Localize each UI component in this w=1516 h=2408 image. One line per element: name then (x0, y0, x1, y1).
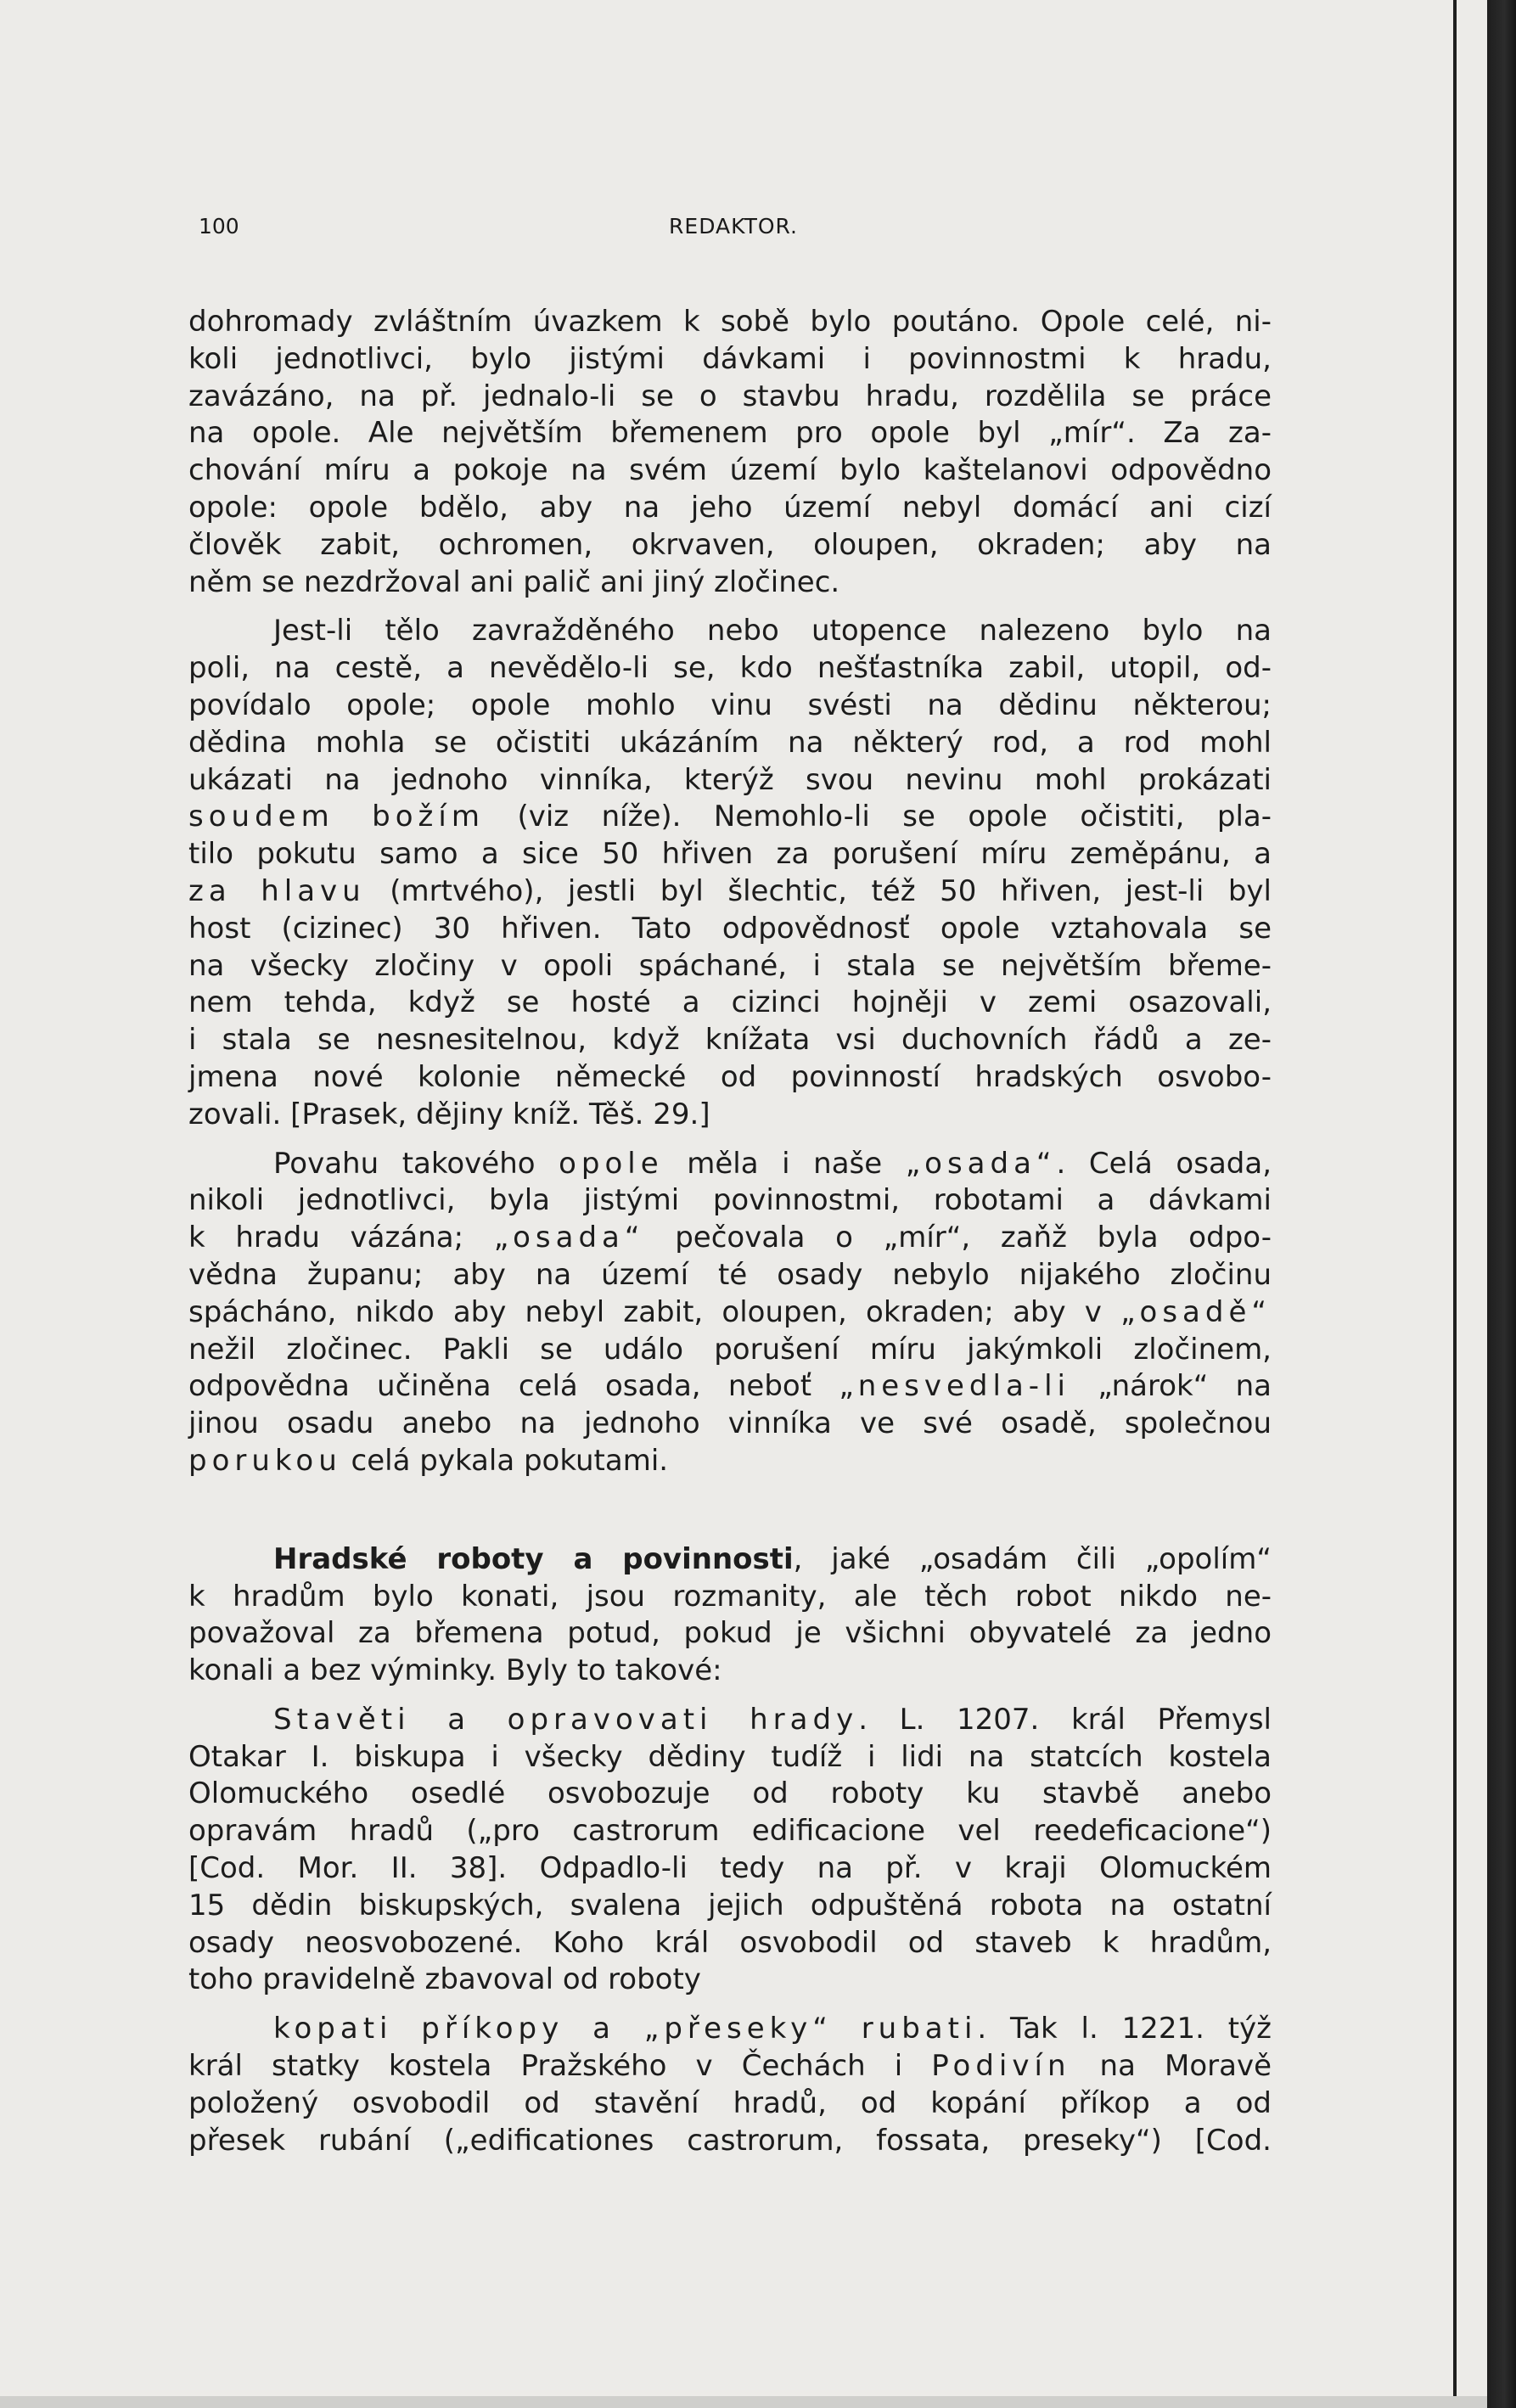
text-line: zavázáno, na př. jednalo-li se o stavbu hradu, rozdělila se práce (188, 379, 1272, 413)
text-line (188, 873, 1272, 911)
text-line (188, 2048, 1272, 2085)
text-line: nežil zločinec. Pakli se událo porušení míru jakýmkoli zločinem, (188, 1332, 1272, 1367)
text-line: na všecky zločiny v opoli spáchané, i stala se největším břeme- (188, 948, 1272, 983)
paragraph-6 (188, 2011, 1272, 2159)
scan-border (1487, 0, 1516, 2408)
text-line (188, 1443, 1272, 1480)
text-line: host (cizinec) 30 hřiven. Tato odpovědnosť opole vztahovala se (188, 911, 1272, 946)
text-line: člověk zabit, ochromen, okrvaven, oloupen, okraden; aby na (188, 527, 1272, 562)
text-line (188, 799, 1272, 836)
paragraph-3 (188, 1146, 1272, 1480)
paragraph-5 (188, 1702, 1272, 1999)
paragraph-4 (188, 1541, 1272, 1690)
text-line: ukázati na jednoho vinníka, kterýž svou nevinu mohl prokázati (188, 762, 1272, 797)
text-line: opole: opole bdělo, aby na jeho území nebyl domácí ani cizí (188, 490, 1272, 525)
text-line: konali a bez výminky. Byly to takové: (188, 1653, 722, 1688)
text-line: zovali. [Prasek, dějiny kníž. Těš. 29.] (188, 1097, 710, 1131)
spaced-emphasis: porukou (188, 1443, 342, 1478)
text-run: . Tak l. 1221. týž (977, 2012, 1272, 2046)
text-line: koli jednotlivci, bylo jistými dávkami i povinnostmi k hradu, (188, 341, 1272, 376)
spaced-emphasis: „osada“ (905, 1146, 1057, 1181)
text-line: něm se nezdržoval ani palič ani jiný zločinec. (188, 564, 840, 599)
spaced-emphasis: Stavěti a opravovati hrady (273, 1702, 859, 1737)
text-line: Jest-li tělo zavražděného nebo utopence nalezeno bylo na (273, 614, 1272, 648)
scan-bottom-margin (0, 2396, 1487, 2408)
text-line: dohromady zvláštním úvazkem k sobě bylo poutáno. Opole celé, ni- (188, 305, 1272, 339)
text-line: jinou osadu anebo na jednoho vinníka ve své osadě, společnou (188, 1406, 1272, 1441)
text-run: (viz níže). Nemohlo-li se opole očistiti, pla- (484, 800, 1272, 834)
text-run: odpovědna učiněna celá osada, neboť (188, 1369, 839, 1404)
text-run: Povahu takového (273, 1146, 559, 1181)
page-body (188, 304, 1272, 2159)
text-line: i stala se nesnesitelnou, když knížata vsi duchovních řádů a ze- (188, 1023, 1272, 1058)
spaced-emphasis: kopati příkopy a „přeseky“ rubati (273, 2012, 978, 2046)
text-run: král statky kostela Pražského v Čechách i (188, 2049, 932, 2084)
text-run: „nárok“ na (1070, 1369, 1272, 1404)
text-line: Otakar I. biskupa i všecky dědiny tudíž i lidi na statcích kostela (188, 1739, 1272, 1774)
running-title: REDAKTOR. (669, 214, 798, 239)
text-line: jmena nové kolonie německé od povinností hradských osvobo- (188, 1059, 1272, 1094)
spaced-emphasis: „osadě“ (1120, 1294, 1272, 1329)
text-line: nikoli jednotlivci, byla jistými povinnostmi, robotami a dávkami (188, 1183, 1272, 1218)
text-run: měla i naše (663, 1146, 906, 1181)
text-line: nem tehda, když se hosté a cizinci hojněji v zemi osazovali, (188, 985, 1272, 1020)
paragraph-2 (188, 613, 1272, 1133)
text-line: k hradům bylo konati, jsou rozmanity, ale těch robot nikdo ne- (188, 1579, 1272, 1614)
text-line (188, 1294, 1272, 1332)
text-run: celá pykala pokutami. (341, 1443, 669, 1478)
text-run: pečovala o „mír“, zaňž byla odpo- (644, 1221, 1272, 1255)
text-line: 15 dědin biskupských, svalena jejich odpuštěná robota na ostatní (188, 1888, 1272, 1922)
text-line: dědina mohla se očistiti ukázáním na některý rod, a rod mohl (188, 725, 1272, 760)
spaced-emphasis: „nesvedla-li (839, 1369, 1070, 1404)
running-head (199, 214, 1268, 248)
text-line: na opole. Ale největším břemenem pro opole byl „mír“. Za za- (188, 416, 1272, 451)
page-number: 100 (199, 214, 239, 239)
text-line: poli, na cestě, a nevědělo-li se, kdo nešťastníka zabil, utopil, od- (188, 651, 1272, 686)
paragraph-1 (188, 304, 1272, 601)
spaced-emphasis: „osada“ (493, 1221, 645, 1255)
text-line: osady neosvobozené. Koho král osvobodil od staveb k hradům, (188, 1925, 1272, 1960)
text-run: . L. 1207. král Přemysl (858, 1702, 1272, 1737)
text-run: na Moravě (1070, 2049, 1272, 2084)
text-line (188, 1220, 1272, 1257)
text-line (188, 1146, 1272, 1183)
text-line: [Cod. Mor. II. 38]. Odpadlo-li tedy na př. v kraji Olomuckém (188, 1851, 1272, 1886)
text-line (188, 1541, 1272, 1579)
spaced-emphasis: opole (559, 1146, 664, 1181)
text-line: položený osvobodil od stavění hradů, od kopání příkop a od (188, 2085, 1272, 2120)
text-run: (mrtvého), jestli byl šlechtic, též 50 hřiven, jest-li byl (365, 873, 1272, 908)
section-heading: Hradské roboty a povinnosti (273, 1541, 794, 1576)
text-line: opravám hradů („pro castrorum edificacione vel reedeficacione“) (188, 1814, 1272, 1849)
text-line: tilo pokutu samo a sice 50 hřiven za porušení míru zeměpánu, a (188, 837, 1272, 872)
text-line: přesek rubání („edificationes castrorum, fossata, preseky“) [Cod. (188, 2123, 1272, 2158)
spaced-emphasis: soudem božím (188, 800, 485, 834)
text-run: , jaké „osadám čili „opolím“ (793, 1541, 1272, 1576)
spaced-emphasis: Podivín (931, 2049, 1071, 2084)
text-line: vědna županu; aby na území té osady nebylo nijakého zločinu (188, 1257, 1272, 1292)
page-edge-shadow (1453, 0, 1457, 2408)
text-line (188, 1702, 1272, 1739)
text-run: . Celá osada, (1056, 1146, 1272, 1181)
spaced-emphasis: za hlavu (188, 873, 366, 908)
text-line: povídalo opole; opole mohlo vinu svésti na dědinu některou; (188, 688, 1272, 722)
text-line: Olomuckého osedlé osvobozuje od roboty ku stavbě anebo (188, 1777, 1272, 1811)
text-line (188, 1368, 1272, 1406)
text-line: považoval za břemena potud, pokud je všichni obyvatelé za jedno (188, 1616, 1272, 1651)
text-run: spácháno, nikdo aby nebyl zabit, oloupen, okraden; aby v (188, 1294, 1121, 1329)
text-line: chování míru a pokoje na svém území bylo kaštelanovi odpovědno (188, 453, 1272, 488)
text-line: toho pravidelně zbavoval od roboty (188, 1962, 701, 1997)
text-line (188, 2011, 1272, 2048)
text-run: k hradu vázána; (188, 1221, 494, 1255)
